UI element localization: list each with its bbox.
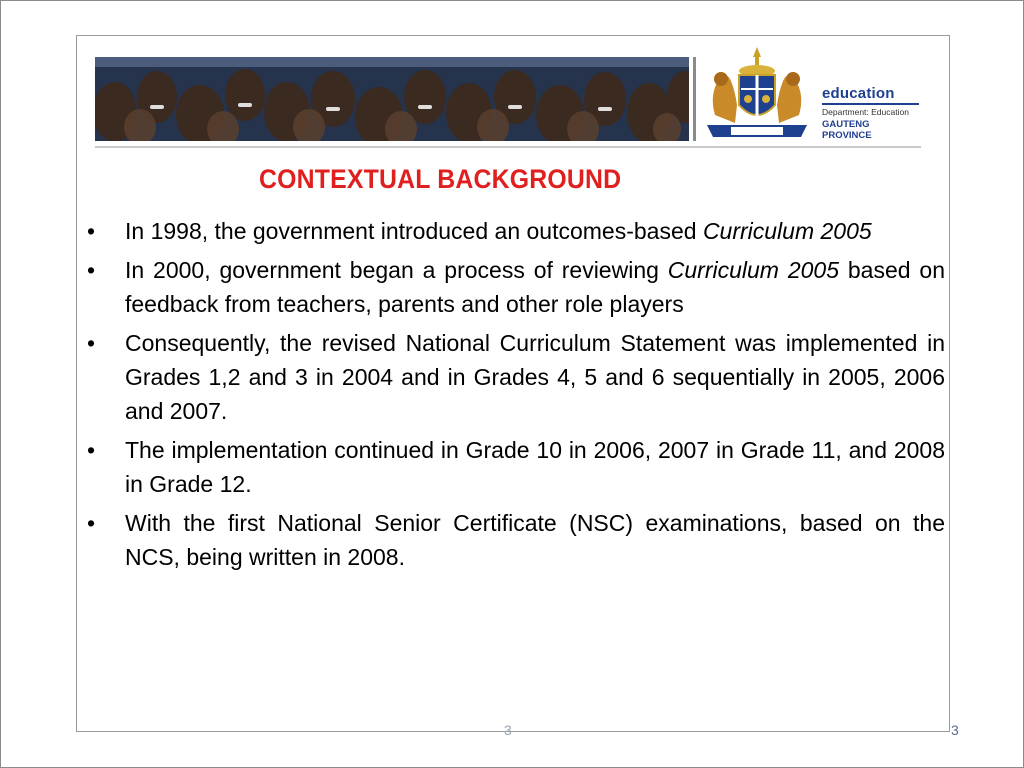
bullet-item	[87, 326, 945, 428]
logo-underline	[822, 103, 919, 105]
bullet-text	[125, 433, 945, 501]
bullet-text	[125, 253, 945, 321]
banner-divider	[693, 57, 696, 141]
italic-segment: Curriculum 2005	[667, 257, 839, 283]
header-banner	[95, 57, 921, 145]
text-segment: Consequently, the revised National Curriculum Statement was implemented in Grades 1,2 and 3 in 2004 and in Grades 4, 5 and 6 sequentially in 2005, 2006 and 2007.	[125, 330, 945, 424]
bullet-item	[87, 253, 945, 321]
text-segment: In 1998, the government introduced an outcomes-based	[125, 218, 703, 244]
bullet-icon: •	[87, 437, 96, 463]
bullet-item	[87, 214, 945, 248]
bullet-text	[125, 506, 945, 574]
bullet-icon: •	[87, 218, 96, 244]
bullet-text	[125, 214, 945, 248]
province-label: GAUTENG PROVINCE	[822, 119, 872, 141]
children-photo	[95, 57, 689, 141]
banner-rule	[95, 146, 921, 148]
bullet-item	[87, 433, 945, 501]
coat-of-arms-icon	[701, 45, 813, 141]
text-segment: The implementation continued in Grade 10 in 2006, 2007 in Grade 11, and 2008 in Grade 12.	[125, 437, 945, 497]
page-number-right: 3	[951, 722, 959, 738]
bullet-icon: •	[87, 330, 96, 356]
bullet-icon: •	[87, 257, 96, 283]
education-logo-word: education	[822, 85, 895, 102]
bullet-item	[87, 506, 945, 574]
page-number-center: 3	[504, 722, 512, 738]
slide-title: CONTEXTUAL BACKGROUND	[259, 164, 622, 194]
italic-segment: Curriculum 2005	[702, 218, 872, 244]
bullet-list	[87, 214, 945, 579]
text-segment: In 2000, government began a process of reviewing	[125, 257, 668, 283]
bullet-icon: •	[87, 510, 96, 536]
text-segment: With the first National Senior Certificate (NSC) examinations, based on the NCS, being written in 2008.	[125, 510, 945, 570]
bullet-text	[125, 326, 945, 428]
department-label: Department: Education	[822, 107, 909, 117]
text-segment: based on feedback from teachers, parents and other role players	[125, 257, 945, 317]
